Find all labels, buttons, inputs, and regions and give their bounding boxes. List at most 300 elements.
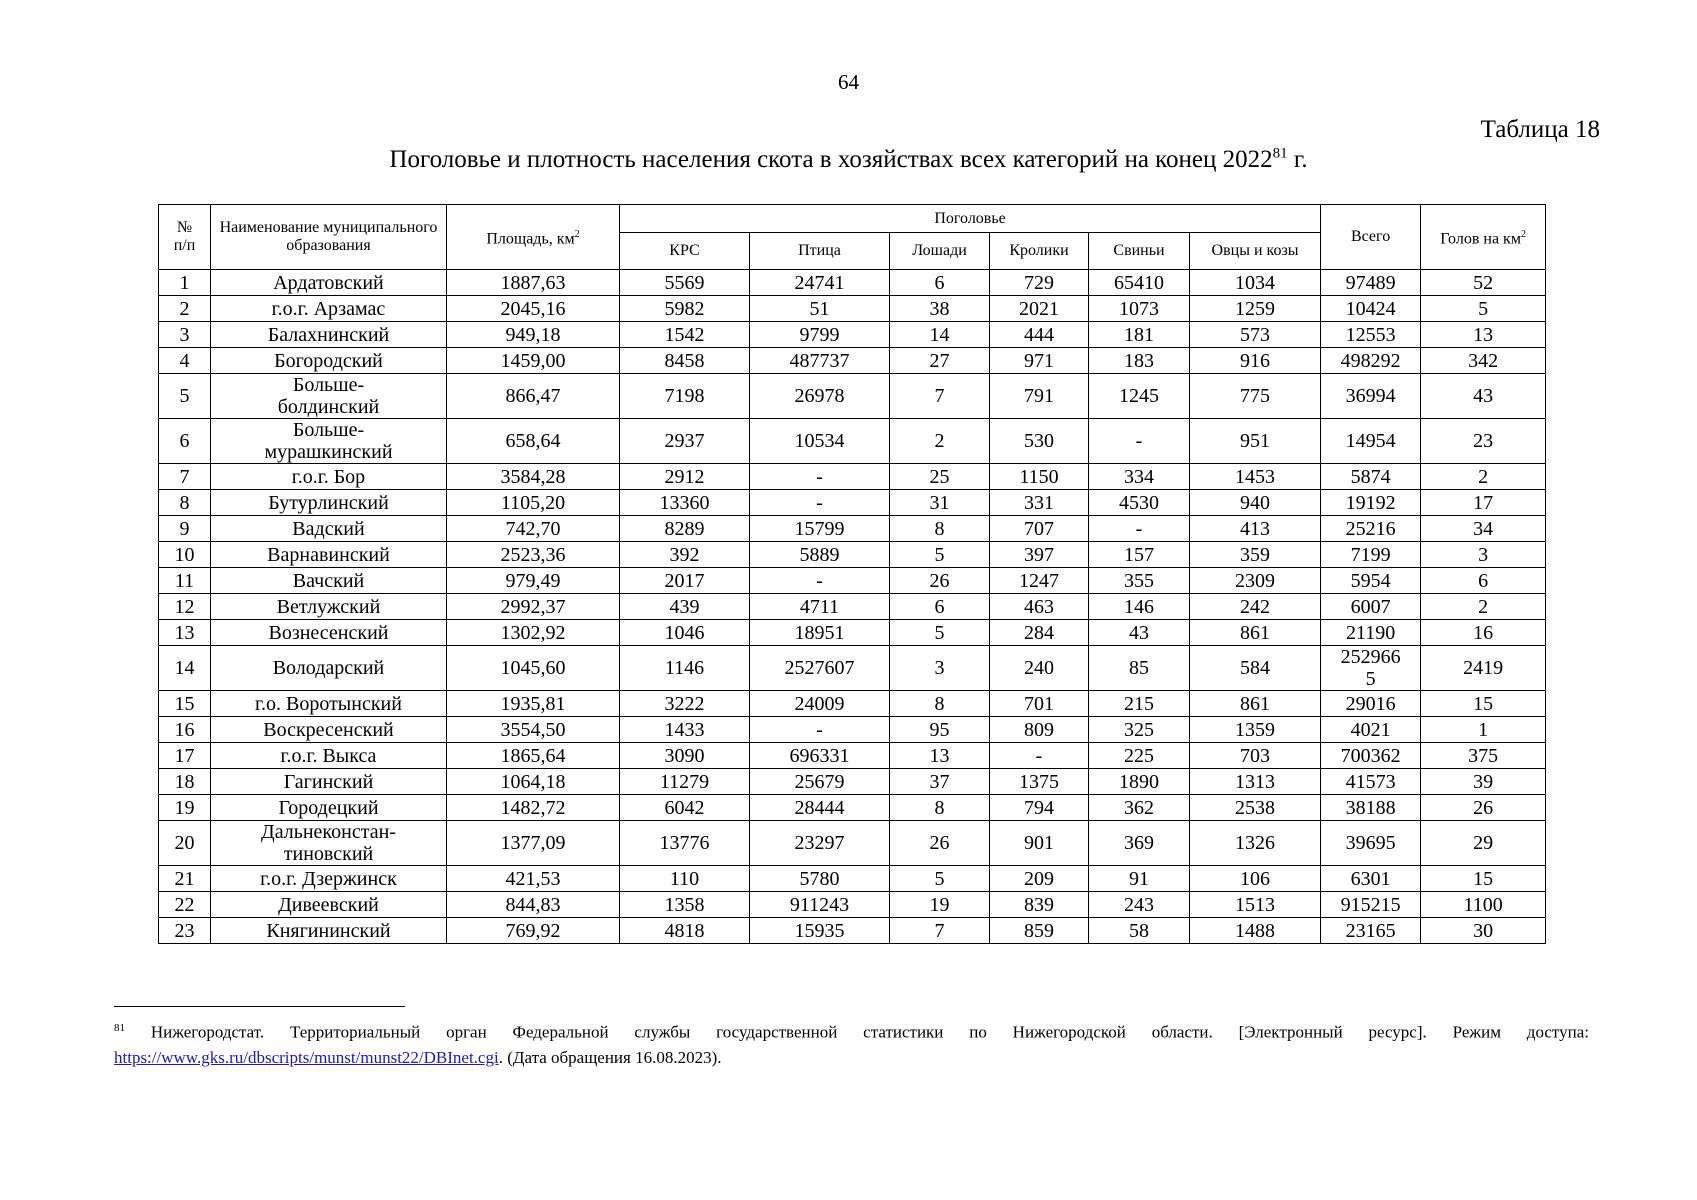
cell-poultry: 51 — [750, 296, 890, 322]
cell-total: 700362 — [1321, 743, 1421, 769]
cell-name: Балахнинский — [211, 322, 447, 348]
livestock-table — [158, 204, 1546, 944]
cell-krs: 13776 — [620, 821, 750, 866]
cell-krs: 392 — [620, 542, 750, 568]
cell-sheep-goats: 1259 — [1190, 296, 1321, 322]
table-row — [159, 918, 1546, 944]
cell-density: 52 — [1421, 270, 1546, 296]
cell-number: 14 — [159, 646, 211, 691]
table-body — [159, 270, 1546, 944]
header-pigs: Свиньи — [1089, 233, 1190, 270]
cell-krs: 6042 — [620, 795, 750, 821]
cell-sheep-goats: 703 — [1190, 743, 1321, 769]
cell-poultry: 15799 — [750, 516, 890, 542]
cell-density: 2 — [1421, 464, 1546, 490]
cell-name: Вадский — [211, 516, 447, 542]
cell-pigs: 91 — [1089, 866, 1190, 892]
cell-krs: 4818 — [620, 918, 750, 944]
cell-area: 2523,36 — [447, 542, 620, 568]
table-row — [159, 795, 1546, 821]
cell-total: 21190 — [1321, 620, 1421, 646]
cell-number: 6 — [159, 419, 211, 464]
cell-total: 5954 — [1321, 568, 1421, 594]
footnote-ref[interactable]: 81 — [1272, 145, 1288, 162]
cell-poultry: 23297 — [750, 821, 890, 866]
cell-area: 1045,60 — [447, 646, 620, 691]
cell-total: 14954 — [1321, 419, 1421, 464]
cell-density: 3 — [1421, 542, 1546, 568]
cell-name: Гагинский — [211, 769, 447, 795]
cell-name: Богородский — [211, 348, 447, 374]
cell-number: 4 — [159, 348, 211, 374]
cell-name: Городецкий — [211, 795, 447, 821]
cell-sheep-goats: 861 — [1190, 620, 1321, 646]
cell-krs: 3222 — [620, 691, 750, 717]
cell-poultry: - — [750, 490, 890, 516]
footnote-link[interactable]: https://www.gks.ru/dbscripts/munst/munst22/DBInet.cgi — [114, 1047, 499, 1067]
cell-horses: 8 — [890, 516, 990, 542]
cell-pigs: 181 — [1089, 322, 1190, 348]
cell-krs: 1046 — [620, 620, 750, 646]
cell-area: 2992,37 — [447, 594, 620, 620]
cell-poultry: - — [750, 568, 890, 594]
cell-density: 30 — [1421, 918, 1546, 944]
cell-poultry: 9799 — [750, 322, 890, 348]
cell-area: 3584,28 — [447, 464, 620, 490]
cell-number: 2 — [159, 296, 211, 322]
table-row — [159, 464, 1546, 490]
page-number: 64 — [838, 70, 859, 94]
cell-area: 421,53 — [447, 866, 620, 892]
cell-density: 43 — [1421, 374, 1546, 419]
cell-number: 21 — [159, 866, 211, 892]
cell-pigs: 85 — [1089, 646, 1190, 691]
table-label: Таблица 18 — [1480, 116, 1600, 143]
cell-total: 6301 — [1321, 866, 1421, 892]
table-title-suffix: г. — [1287, 146, 1308, 173]
cell-name: Вознесенский — [211, 620, 447, 646]
footnote-divider — [114, 1006, 405, 1007]
cell-density: 16 — [1421, 620, 1546, 646]
cell-total: 19192 — [1321, 490, 1421, 516]
cell-area: 866,47 — [447, 374, 620, 419]
cell-rabbits: 809 — [990, 717, 1089, 743]
cell-sheep-goats: 1313 — [1190, 769, 1321, 795]
cell-pigs: 225 — [1089, 743, 1190, 769]
cell-name: г.о.г. Бор — [211, 464, 447, 490]
table-title — [0, 146, 1697, 174]
cell-poultry: 5780 — [750, 866, 890, 892]
cell-density: 2 — [1421, 594, 1546, 620]
cell-poultry: 18951 — [750, 620, 890, 646]
cell-area: 1064,18 — [447, 769, 620, 795]
cell-density: 17 — [1421, 490, 1546, 516]
cell-area: 2045,16 — [447, 296, 620, 322]
cell-horses: 27 — [890, 348, 990, 374]
cell-density: 23 — [1421, 419, 1546, 464]
cell-poultry: - — [750, 717, 890, 743]
header-krs: КРС — [620, 233, 750, 270]
header-area: Площадь, $км^2$ — [447, 205, 620, 270]
cell-sheep-goats: 106 — [1190, 866, 1321, 892]
cell-name: Больше- болдинский — [211, 374, 447, 419]
cell-horses: 6 — [890, 270, 990, 296]
cell-poultry: 2527607 — [750, 646, 890, 691]
cell-rabbits: 331 — [990, 490, 1089, 516]
table-row — [159, 892, 1546, 918]
footnote-after: . (Дата обращения 16.08.2023). — [498, 1047, 722, 1067]
cell-sheep-goats: 2309 — [1190, 568, 1321, 594]
cell-name: г.о.г. Арзамас — [211, 296, 447, 322]
cell-rabbits: 794 — [990, 795, 1089, 821]
cell-name: Дивеевский — [211, 892, 447, 918]
cell-rabbits: 729 — [990, 270, 1089, 296]
cell-area: 1459,00 — [447, 348, 620, 374]
table-header — [159, 205, 1546, 270]
cell-density: 2419 — [1421, 646, 1546, 691]
table-row — [159, 646, 1546, 691]
table-row — [159, 717, 1546, 743]
cell-total: 498292 — [1321, 348, 1421, 374]
cell-total: 25216 — [1321, 516, 1421, 542]
cell-krs: 3090 — [620, 743, 750, 769]
cell-rabbits: 707 — [990, 516, 1089, 542]
cell-density: 15 — [1421, 691, 1546, 717]
cell-area: 1865,64 — [447, 743, 620, 769]
cell-pigs: 1890 — [1089, 769, 1190, 795]
cell-horses: 5 — [890, 542, 990, 568]
cell-poultry: 28444 — [750, 795, 890, 821]
cell-number: 7 — [159, 464, 211, 490]
cell-pigs: 43 — [1089, 620, 1190, 646]
cell-sheep-goats: 573 — [1190, 322, 1321, 348]
cell-name: Бутурлинский — [211, 490, 447, 516]
table-row — [159, 594, 1546, 620]
cell-pigs: - — [1089, 419, 1190, 464]
cell-number: 23 — [159, 918, 211, 944]
cell-density: 5 — [1421, 296, 1546, 322]
table-title-text: Поголовье и плотность населения скота в хозяйствах всех категорий на конец 2022 — [389, 146, 1273, 173]
cell-krs: 1542 — [620, 322, 750, 348]
cell-density: 29 — [1421, 821, 1546, 866]
cell-sheep-goats: 1488 — [1190, 918, 1321, 944]
cell-rabbits: 444 — [990, 322, 1089, 348]
cell-pigs: 1245 — [1089, 374, 1190, 419]
table-row — [159, 348, 1546, 374]
cell-rabbits: 701 — [990, 691, 1089, 717]
cell-krs: 2937 — [620, 419, 750, 464]
cell-sheep-goats: 413 — [1190, 516, 1321, 542]
cell-pigs: - — [1089, 516, 1190, 542]
table-row — [159, 516, 1546, 542]
cell-density: 26 — [1421, 795, 1546, 821]
cell-rabbits: 397 — [990, 542, 1089, 568]
cell-total: 36994 — [1321, 374, 1421, 419]
cell-total: 38188 — [1321, 795, 1421, 821]
cell-area: 3554,50 — [447, 717, 620, 743]
cell-rabbits: 791 — [990, 374, 1089, 419]
cell-name: Воскресенский — [211, 717, 447, 743]
cell-krs: 1146 — [620, 646, 750, 691]
cell-rabbits: 284 — [990, 620, 1089, 646]
cell-krs: 5982 — [620, 296, 750, 322]
cell-krs: 5569 — [620, 270, 750, 296]
cell-name: г.о.г. Дзержинск — [211, 866, 447, 892]
cell-name: Княгининский — [211, 918, 447, 944]
cell-number: 15 — [159, 691, 211, 717]
cell-horses: 95 — [890, 717, 990, 743]
cell-number: 3 — [159, 322, 211, 348]
cell-pigs: 1073 — [1089, 296, 1190, 322]
cell-horses: 8 — [890, 795, 990, 821]
cell-sheep-goats: 1453 — [1190, 464, 1321, 490]
cell-horses: 8 — [890, 691, 990, 717]
cell-horses: 26 — [890, 821, 990, 866]
cell-total: 97489 — [1321, 270, 1421, 296]
cell-area: 742,70 — [447, 516, 620, 542]
cell-poultry: - — [750, 464, 890, 490]
cell-total: 23165 — [1321, 918, 1421, 944]
table-row — [159, 296, 1546, 322]
cell-krs: 8289 — [620, 516, 750, 542]
cell-krs: 2912 — [620, 464, 750, 490]
cell-name: Дальнеконстан- тиновский — [211, 821, 447, 866]
cell-sheep-goats: 775 — [1190, 374, 1321, 419]
cell-rabbits: 859 — [990, 918, 1089, 944]
cell-density: 34 — [1421, 516, 1546, 542]
cell-rabbits: 2021 — [990, 296, 1089, 322]
cell-area: 1377,09 — [447, 821, 620, 866]
cell-name: Ветлужский — [211, 594, 447, 620]
cell-number: 10 — [159, 542, 211, 568]
cell-density: 13 — [1421, 322, 1546, 348]
table-row — [159, 542, 1546, 568]
cell-horses: 6 — [890, 594, 990, 620]
header-sheep-goats: Овцы и козы — [1190, 233, 1321, 270]
cell-name: Вачский — [211, 568, 447, 594]
cell-total: 12553 — [1321, 322, 1421, 348]
cell-rabbits: 1247 — [990, 568, 1089, 594]
cell-horses: 5 — [890, 620, 990, 646]
cell-horses: 14 — [890, 322, 990, 348]
cell-sheep-goats: 359 — [1190, 542, 1321, 568]
cell-area: 1105,20 — [447, 490, 620, 516]
cell-sheep-goats: 1359 — [1190, 717, 1321, 743]
cell-number: 19 — [159, 795, 211, 821]
cell-pigs: 334 — [1089, 464, 1190, 490]
cell-number: 11 — [159, 568, 211, 594]
table-row — [159, 490, 1546, 516]
cell-rabbits: - — [990, 743, 1089, 769]
cell-number: 16 — [159, 717, 211, 743]
cell-total: 6007 — [1321, 594, 1421, 620]
header-rabbits: Кролики — [990, 233, 1089, 270]
header-per-km: Голов на $км^2$ — [1421, 205, 1546, 270]
cell-horses: 3 — [890, 646, 990, 691]
cell-number: 13 — [159, 620, 211, 646]
table-row — [159, 419, 1546, 464]
cell-poultry: 26978 — [750, 374, 890, 419]
table-row — [159, 691, 1546, 717]
table-row — [159, 620, 1546, 646]
cell-poultry: 10534 — [750, 419, 890, 464]
cell-poultry: 25679 — [750, 769, 890, 795]
table-row — [159, 769, 1546, 795]
cell-total: 29016 — [1321, 691, 1421, 717]
cell-area: 1935,81 — [447, 691, 620, 717]
cell-horses: 38 — [890, 296, 990, 322]
cell-area: 844,83 — [447, 892, 620, 918]
cell-name: Больше- мурашкинский — [211, 419, 447, 464]
table-row — [159, 374, 1546, 419]
cell-rabbits: 530 — [990, 419, 1089, 464]
cell-poultry: 696331 — [750, 743, 890, 769]
cell-sheep-goats: 1513 — [1190, 892, 1321, 918]
cell-horses: 25 — [890, 464, 990, 490]
cell-horses: 7 — [890, 918, 990, 944]
cell-name: Варнавинский — [211, 542, 447, 568]
cell-number: 20 — [159, 821, 211, 866]
cell-sheep-goats: 242 — [1190, 594, 1321, 620]
footnote-text: Нижегородстат. Территориальный орган Федеральной службы государственной статистики по Нижегородской области. [Электронный ресурс]. Режим доступа: — [125, 1022, 1589, 1042]
cell-horses: 19 — [890, 892, 990, 918]
cell-total: 252966 5 — [1321, 646, 1421, 691]
header-livestock: Поголовье — [620, 205, 1321, 233]
cell-number: 9 — [159, 516, 211, 542]
cell-poultry: 15935 — [750, 918, 890, 944]
header-name: Наименование муниципального образования — [211, 205, 447, 270]
cell-area: 1887,63 — [447, 270, 620, 296]
cell-sheep-goats: 951 — [1190, 419, 1321, 464]
cell-number: 8 — [159, 490, 211, 516]
header-total: Всего — [1321, 205, 1421, 270]
cell-rabbits: 901 — [990, 821, 1089, 866]
cell-number: 5 — [159, 374, 211, 419]
table-row — [159, 322, 1546, 348]
cell-name: Володарский — [211, 646, 447, 691]
cell-area: 1302,92 — [447, 620, 620, 646]
cell-area: 979,49 — [447, 568, 620, 594]
cell-krs: 2017 — [620, 568, 750, 594]
cell-horses: 37 — [890, 769, 990, 795]
cell-sheep-goats: 584 — [1190, 646, 1321, 691]
header-horses: Лошади — [890, 233, 990, 270]
cell-horses: 5 — [890, 866, 990, 892]
cell-rabbits: 463 — [990, 594, 1089, 620]
cell-pigs: 369 — [1089, 821, 1190, 866]
cell-krs: 7198 — [620, 374, 750, 419]
cell-pigs: 183 — [1089, 348, 1190, 374]
cell-sheep-goats: 861 — [1190, 691, 1321, 717]
cell-pigs: 325 — [1089, 717, 1190, 743]
cell-pigs: 362 — [1089, 795, 1190, 821]
cell-name: Ардатовский — [211, 270, 447, 296]
cell-number: 18 — [159, 769, 211, 795]
cell-krs: 110 — [620, 866, 750, 892]
cell-pigs: 58 — [1089, 918, 1190, 944]
cell-poultry: 487737 — [750, 348, 890, 374]
cell-sheep-goats: 940 — [1190, 490, 1321, 516]
cell-krs: 1433 — [620, 717, 750, 743]
table-row — [159, 821, 1546, 866]
cell-area: 769,92 — [447, 918, 620, 944]
cell-name: г.о.г. Выкса — [211, 743, 447, 769]
cell-rabbits: 971 — [990, 348, 1089, 374]
cell-rabbits: 839 — [990, 892, 1089, 918]
cell-density: 39 — [1421, 769, 1546, 795]
cell-number: 12 — [159, 594, 211, 620]
cell-pigs: 157 — [1089, 542, 1190, 568]
cell-density: 15 — [1421, 866, 1546, 892]
cell-sheep-goats: 916 — [1190, 348, 1321, 374]
cell-poultry: 4711 — [750, 594, 890, 620]
cell-pigs: 243 — [1089, 892, 1190, 918]
cell-krs: 439 — [620, 594, 750, 620]
cell-total: 10424 — [1321, 296, 1421, 322]
table-row — [159, 743, 1546, 769]
cell-number: 22 — [159, 892, 211, 918]
cell-number: 1 — [159, 270, 211, 296]
cell-horses: 26 — [890, 568, 990, 594]
cell-horses: 7 — [890, 374, 990, 419]
cell-total: 39695 — [1321, 821, 1421, 866]
cell-poultry: 5889 — [750, 542, 890, 568]
cell-poultry: 24741 — [750, 270, 890, 296]
cell-horses: 31 — [890, 490, 990, 516]
cell-pigs: 65410 — [1089, 270, 1190, 296]
cell-sheep-goats: 2538 — [1190, 795, 1321, 821]
cell-density: 1 — [1421, 717, 1546, 743]
cell-density: 6 — [1421, 568, 1546, 594]
cell-krs: 13360 — [620, 490, 750, 516]
cell-rabbits: 209 — [990, 866, 1089, 892]
cell-area: 658,64 — [447, 419, 620, 464]
table-row — [159, 866, 1546, 892]
cell-area: 1482,72 — [447, 795, 620, 821]
cell-total: 7199 — [1321, 542, 1421, 568]
cell-sheep-goats: 1326 — [1190, 821, 1321, 866]
cell-total: 4021 — [1321, 717, 1421, 743]
header-poultry: Птица — [750, 233, 890, 270]
cell-krs: 8458 — [620, 348, 750, 374]
cell-rabbits: 1150 — [990, 464, 1089, 490]
cell-pigs: 4530 — [1089, 490, 1190, 516]
footnote — [114, 1016, 1589, 1070]
cell-pigs: 215 — [1089, 691, 1190, 717]
cell-total: 915215 — [1321, 892, 1421, 918]
cell-poultry: 24009 — [750, 691, 890, 717]
cell-rabbits: 1375 — [990, 769, 1089, 795]
footnote-number: 81 — [114, 1022, 125, 1034]
cell-horses: 13 — [890, 743, 990, 769]
cell-total: 41573 — [1321, 769, 1421, 795]
table-row — [159, 270, 1546, 296]
cell-name: г.о. Воротынский — [211, 691, 447, 717]
table-row — [159, 568, 1546, 594]
header-number: № п/п — [159, 205, 211, 270]
cell-density: 375 — [1421, 743, 1546, 769]
cell-sheep-goats: 1034 — [1190, 270, 1321, 296]
cell-rabbits: 240 — [990, 646, 1089, 691]
cell-krs: 11279 — [620, 769, 750, 795]
cell-number: 17 — [159, 743, 211, 769]
cell-total: 5874 — [1321, 464, 1421, 490]
cell-krs: 1358 — [620, 892, 750, 918]
cell-pigs: 355 — [1089, 568, 1190, 594]
cell-pigs: 146 — [1089, 594, 1190, 620]
cell-horses: 2 — [890, 419, 990, 464]
cell-density: 342 — [1421, 348, 1546, 374]
